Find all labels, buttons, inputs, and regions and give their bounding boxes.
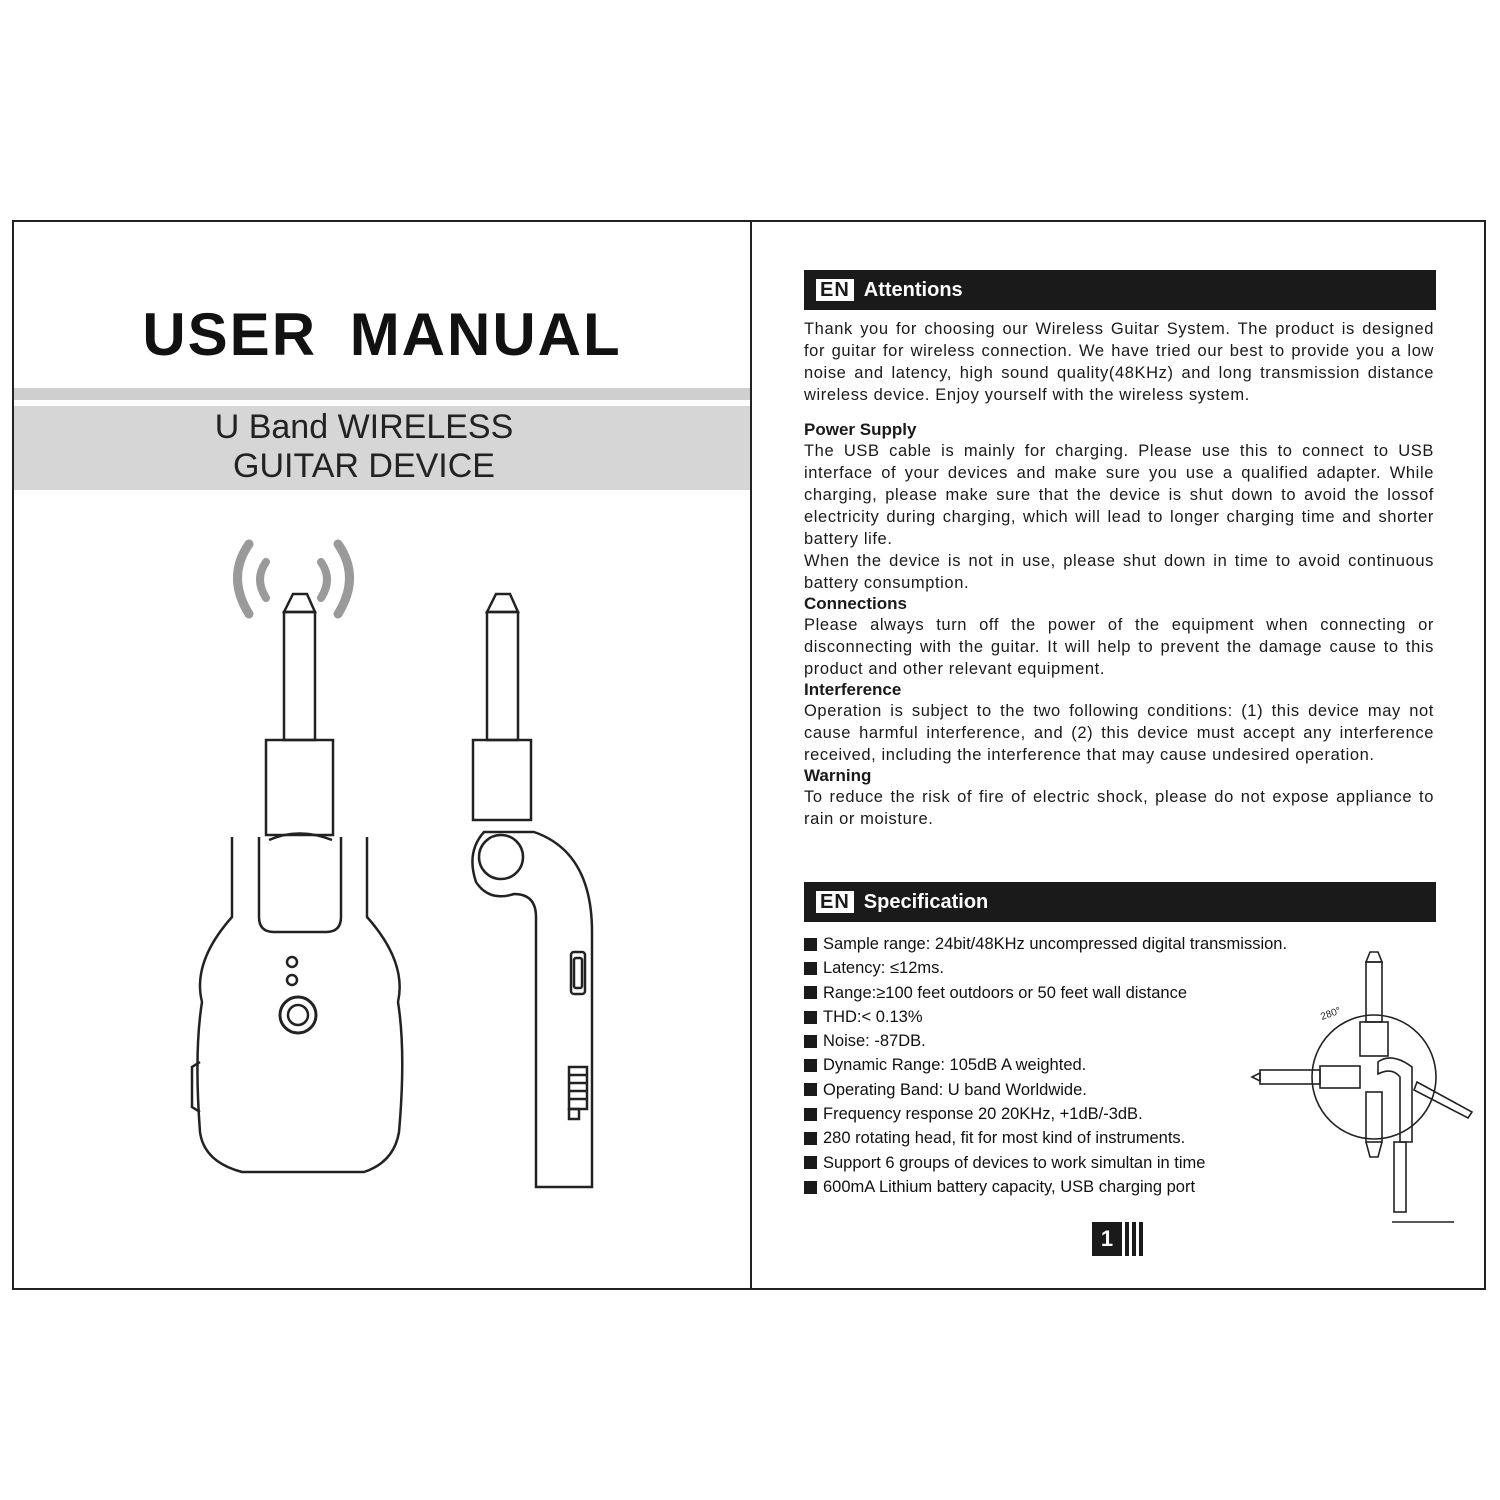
rotation-angle-label: 280° [1319,1005,1343,1023]
attentions-heading: Attentions [863,278,963,301]
warning-heading: Warning [804,766,872,785]
specification-heading: Specification [863,890,989,913]
spec-item: Range:≥100 feet outdoors or 50 feet wall distance [804,981,1364,1005]
spec-item: Operating Band: U band Worldwide. [804,1078,1364,1102]
page-number-bar [1132,1222,1136,1256]
subtitle-line-2: GUITAR DEVICE [233,447,495,485]
attentions-header [804,270,1436,310]
rotation-diagram [1232,942,1482,1232]
power-supply-heading: Power Supply [804,420,917,439]
spec-item: Frequency response 20 20KHz, +1dB/-3dB. [804,1102,1364,1126]
attentions-body [804,318,1434,830]
spec-item: Support 6 groups of devices to work simultan in time [804,1151,1364,1175]
language-badge: EN [816,891,854,913]
language-badge: EN [816,279,854,301]
transmitter-front-view [192,594,402,1172]
title-band-thin [14,388,750,400]
spec-item: 280 rotating head, fit for most kind of instruments. [804,1126,1364,1150]
spec-item: Sample range: 24bit/48KHz uncompressed digital transmission. [804,932,1364,956]
spec-item: THD:< 0.13% [804,1005,1364,1029]
connections-paragraph: Please always turn off the power of the equipment when connecting or disconnecting with the guitar. It will help to prevent the damage cause to this product and other relevant equipment. [804,616,1434,678]
spec-item: Noise: -87DB. [804,1029,1364,1053]
warning-paragraph: To reduce the risk of fire of electric shock, please do not expose appliance to rain or moisture. [804,788,1434,828]
page-number-bar [1125,1222,1129,1256]
page-number [1092,1222,1143,1256]
cover-title: USER MANUAL [142,301,622,368]
intro-paragraph: Thank you for choosing our Wireless Guitar System. The product is designed for guitar for wireless connection. We have tried our best to provide you a low noise and latency, high sound quality(48KHz) and long transmission distance wireless device. Enjoy yourself with the wireless system. [804,320,1434,404]
spec-item: 600mA Lithium battery capacity, USB charging port [804,1175,1364,1199]
subtitle-line-1: U Band WIRELESS [214,408,514,446]
cover-page [14,222,750,1288]
interference-paragraph: Operation is subject to the two following conditions: (1) this device may not cause harmful interference, and (2) this device must accept any interference received, including the interference that may cause undesired operation. [804,702,1434,764]
connections-heading: Connections [804,594,907,613]
interference-heading: Interference [804,680,902,699]
page-number-bar [1139,1222,1143,1256]
power-supply-paragraph-2: When the device is not in use, please shut down in time to avoid continuous battery consumption. [804,552,1434,592]
spec-item: Dynamic Range: 105dB A weighted. [804,1053,1364,1077]
manual-spread [12,220,1486,1290]
transmitter-side-view [472,594,592,1187]
spec-item: Latency: ≤12ms. [804,956,1364,980]
cover-subtitle [14,408,714,486]
specification-header [804,882,1436,922]
device-illustration [14,522,750,1212]
content-page [752,222,1486,1288]
page-number-box: 1 [1092,1222,1122,1256]
power-supply-paragraph-1: The USB cable is mainly for charging. Please use this to connect to USB interface of your devices and make sure you use a qualified adapter. While charging, please make sure that the device is shut down to avoid the lossof electricity during charging, which will lead to longer charging time and shorter battery life. [804,442,1434,548]
wireless-signal-icon [238,544,350,614]
